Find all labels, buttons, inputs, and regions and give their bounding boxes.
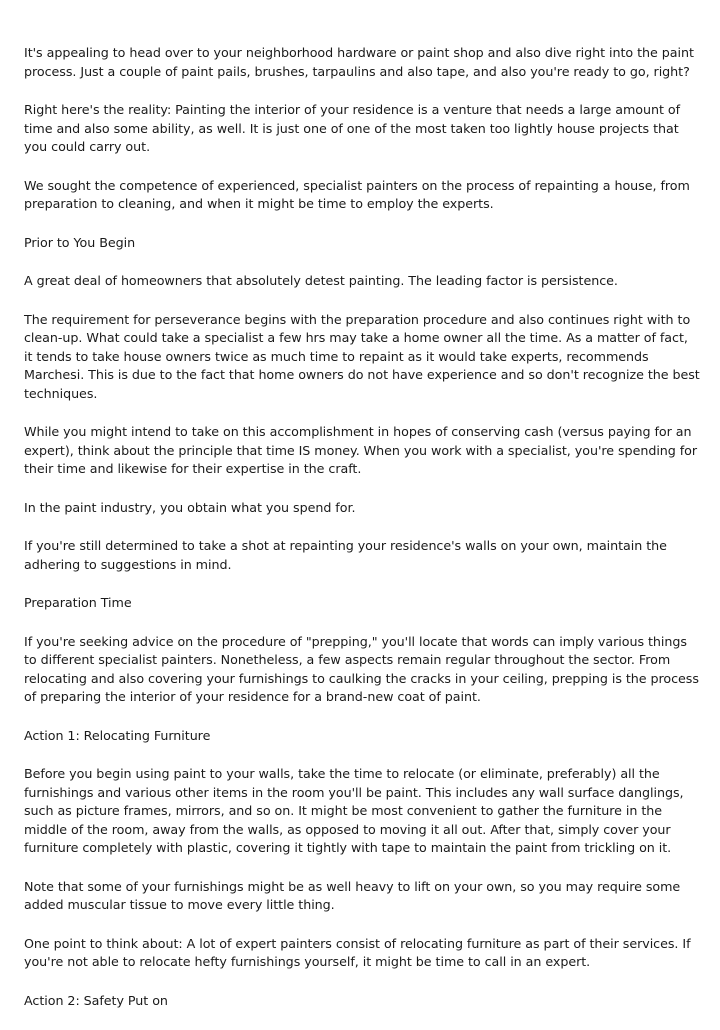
paragraph-expert-painters: One point to think about: A lot of expert painters consist of relocating furniture as part of their services. If you're not able to relocate hefty furnishings yourself, it might be time to call in an expert. [24, 935, 691, 969]
paragraph-still-determined: If you're still determined to take a shot at repainting your residence's walls on your own, maintain the adhering to suggestions in mind. [24, 538, 667, 572]
paragraph-heavy-furnishings: Note that some of your furnishings might be as well heavy to lift on your own, so you may require some added muscular tissue to move every little thing. [24, 878, 681, 912]
paragraph-intro: It's appealing to head over to your neighborhood hardware or paint shop and also dive right into the paint process. Just a couple of paint pails, brushes, tarpaulins and also tape, and also you're ready to go, right? [24, 45, 694, 79]
heading-action-2: Action 2: Safety Put on [24, 992, 168, 1008]
paragraph-reality: Right here's the reality: Painting the interior of your residence is a venture that needs a large amount of time and also some ability, as well. It is just one of one of the most taken too lightly house projects that you could carry out. [24, 102, 681, 154]
heading-preparation-time: Preparation Time [24, 595, 132, 610]
paragraph-persistence: A great deal of homeowners that absolutely detest painting. The leading factor is persistence. [24, 273, 618, 288]
paragraph-time-is-money: While you might intend to take on this accomplishment in hopes of conserving cash (versus paying for an expert), think about the principle that time IS money. When you work with a specialist, you're spending for their time and likewise for their expertise in the craft. [24, 424, 698, 476]
paragraph-paint-industry: In the paint industry, you obtain what you spend for. [24, 499, 356, 515]
document-body [24, 44, 700, 1030]
heading-prior-to-you-begin: Prior to You Begin [24, 234, 136, 250]
paragraph-competence: We sought the competence of experienced, specialist painters on the process of repainting a house, from preparation to cleaning, and when it might be time to employ the experts. [24, 177, 690, 211]
paragraph-perseverance: The requirement for perseverance begins with the preparation procedure and also continues right with to clean-up. What could take a specialist a few hrs may take a home owner all the time. As a matter of fact, it tends to take house owners twice as much time to repaint as it would take experts, recommends Marchesi. This is due to the fact that home owners do not have experience and so don't recognize the best techniques. [24, 311, 700, 401]
heading-action-1: Action 1: Relocating Furniture [24, 727, 211, 743]
paragraph-relocate-furnishings: Before you begin using paint to your walls, take the time to relocate (or eliminate, preferably) all the furnishings and various other items in the room you'll be paint. This includes any wall surface danglings, such as picture frames, mirrors, and so on. It might be most convenient to gather the furniture in the middle of the room, away from the walls, as opposed to moving it all out. After that, simply cover your furniture completely with plastic, covering it tightly with tape to maintain the paint from trickling on it. [24, 766, 684, 855]
paragraph-prepping: If you're seeking advice on the procedure of "prepping," you'll locate that words can imply various things to different specialist painters. Nonetheless, a few aspects remain regular throughout the sector. From relocating and also covering your furnishings to caulking the cracks in your ceiling, prepping is the process of preparing the interior of your residence for a brand-new coat of paint. [24, 633, 699, 704]
